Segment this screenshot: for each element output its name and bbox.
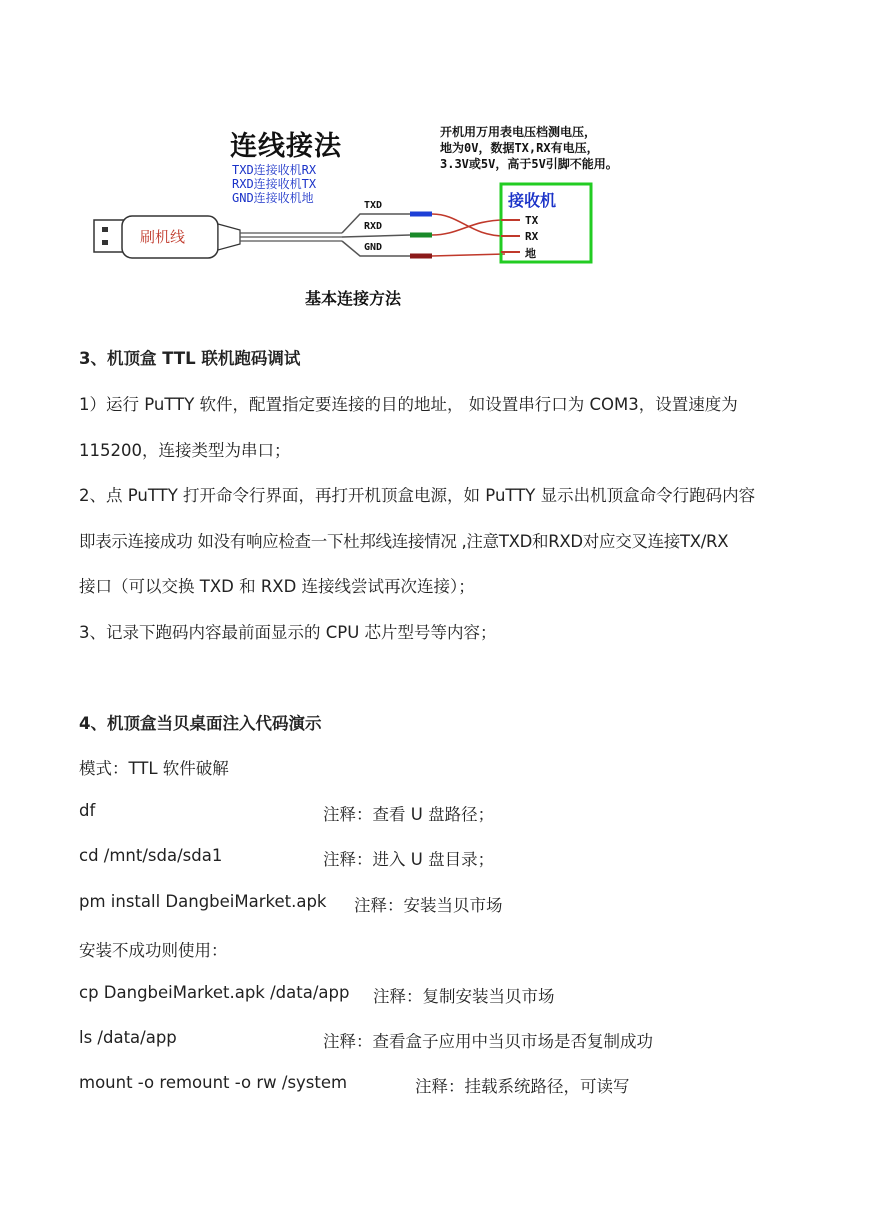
usb-plug-icon — [94, 220, 124, 252]
command-text: cd /mnt/sda/sda1 — [79, 846, 223, 865]
command-note: 注释：安装当贝市场 — [354, 896, 503, 915]
command-text: df — [79, 801, 96, 820]
receiver-title: 接收机 — [508, 191, 557, 210]
cable-label: 刷机线 — [140, 228, 186, 246]
fallback-line: 安装不成功则使用： — [79, 941, 228, 960]
section-3-heading: 3、机顶盒 TTL 联机跑码调试 — [79, 349, 301, 368]
wire-label-rxd: RXD — [364, 221, 383, 232]
note-line: 开机用万用表电压档测电压， — [440, 125, 597, 139]
diagram-mapping — [232, 163, 316, 205]
section-3-line: 即表示连接成功 如没有响应检查一下杜邦线连接情况 ,注意TXD和RXD对应交叉连接TX/RX — [79, 532, 729, 551]
command-text: ls /data/app — [79, 1028, 177, 1047]
command-note: 注释：进入 U 盘目录； — [323, 850, 495, 869]
command-text: cp DangbeiMarket.apk /data/app — [79, 983, 350, 1002]
diagram-caption: 基本连接方法 — [305, 289, 402, 308]
section-3-line: 115200，连接类型为串口； — [79, 441, 291, 460]
wiring-diagram — [80, 118, 620, 318]
mode-line: 模式：TTL 软件破解 — [79, 759, 229, 778]
mapping-line: TXD连接收机RX — [232, 163, 317, 177]
command-text: pm install DangbeiMarket.apk — [79, 892, 327, 911]
section-3-line: 接口（可以交换 TXD 和 RXD 连接线尝试再次连接）； — [79, 577, 475, 596]
command-text: mount -o remount -o rw /system — [79, 1073, 348, 1092]
command-note: 注释：查看 U 盘路径； — [323, 805, 495, 824]
wire-label-txd: TXD — [364, 200, 383, 211]
command-note: 注释：挂载系统路径，可读写 — [415, 1077, 630, 1096]
command-note: 注释：查看盒子应用中当贝市场是否复制成功 — [323, 1032, 653, 1051]
pin-label-tx: TX — [525, 214, 539, 227]
pin-label-rx: RX — [525, 230, 539, 243]
mapping-line: RXD连接收机TX — [232, 177, 317, 191]
diagram-title: 连线接法 — [230, 131, 342, 162]
pin-label-ground: 地 — [525, 247, 536, 260]
note-line: 3.3V或5V，高于5V引脚不能用。 — [440, 157, 618, 171]
diagram-note — [440, 124, 618, 172]
wire-label-gnd: GND — [364, 242, 383, 253]
section-4-heading: 4、机顶盒当贝桌面注入代码演示 — [79, 714, 322, 733]
section-3-line: 1）运行 PuTTY 软件，配置指定要连接的目的地址， 如设置串行口为 COM3，设置速度为 — [79, 395, 738, 414]
section-3-line: 2、点 PuTTY 打开命令行界面，再打开机顶盒电源，如 PuTTY 显示出机顶盒命令行跑码内容 — [79, 486, 756, 505]
note-line: 地为0V，数据TX,RX有电压， — [440, 141, 599, 155]
mapping-line: GND连接收机地 — [232, 191, 314, 205]
section-3-line: 3、记录下跑码内容最前面显示的 CPU 芯片型号等内容； — [79, 623, 497, 642]
command-note: 注释：复制安装当贝市场 — [373, 987, 555, 1006]
